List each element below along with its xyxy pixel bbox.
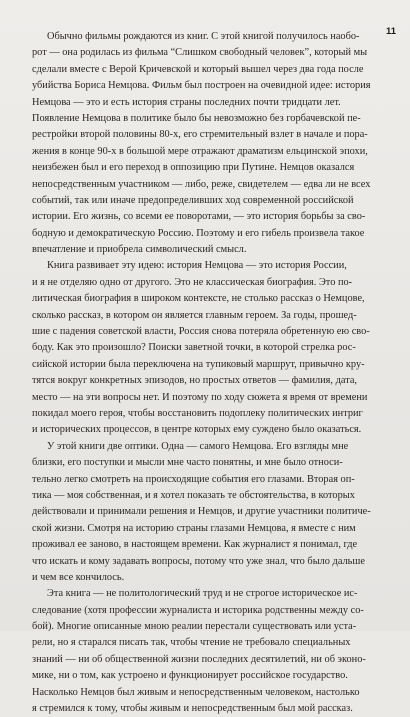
text-line: бодную и демократическую Россию. Поэтому и его гибель произвела такое xyxy=(32,227,365,239)
paragraph xyxy=(32,258,374,438)
text-line: впечатление и приобрела символический смысл. xyxy=(32,244,247,256)
text-line: Появление Немцова в политике было бы невозможно без горбачевской пе- xyxy=(32,112,361,124)
text-line: непосредственным участником — либо, реже, свидетелем — едва ли не всех xyxy=(32,178,371,190)
text-line: рот — она родилась из фильма “Слишком свободный человек”, который мы xyxy=(32,47,368,59)
paragraph xyxy=(32,586,374,717)
text-line: бой). Многие описанные мною реалии перестали существовать или уста- xyxy=(32,621,357,633)
text-line: близки, его поступки и мысли мне часто понятны, и мне было относи- xyxy=(32,457,343,469)
text-line: Обычно фильмы рождаются из книг. С этой книгой получилось наобо- xyxy=(47,31,360,42)
text-line: Книга развивает эту идею: история Немцова — это история России, xyxy=(47,260,347,272)
text-line: место — на эти вопросы нет. И поэтому по ходу сюжета я время от времени xyxy=(32,391,368,403)
text-line: У этой книги две оптики. Одна — самого Немцова. Его взгляды мне xyxy=(47,440,349,452)
page-number: 11 xyxy=(385,26,396,37)
text-line: жения в конце 90-х в большой мере отражают драматизм ельцинской эпохи, xyxy=(32,145,368,157)
text-line: я стремился к тому, чтобы живым и непосредственным был мой рассказ. xyxy=(32,703,353,715)
text-line: мике, ни о том, как устроено и функционирует российское государство. xyxy=(32,670,348,682)
text-line: и исторических процессов, в центре которых ему суждено было оказаться. xyxy=(32,424,362,436)
text-line: Насколько Немцов был живым и непосредственным человеком, настолько xyxy=(32,686,360,698)
body-text xyxy=(32,29,374,717)
text-line: Немцова — это и есть история страны последних почти тридцати лет. xyxy=(32,96,341,108)
text-line: тятся вокруг конкретных эпизодов, но простых ответов — фамилия, дата, xyxy=(32,375,358,387)
text-line: убийства Бориса Немцова. Фильм был построен на очевидной идее: история xyxy=(32,80,371,92)
text-line: покидал моего героя, чтобы восстановить подоплеку политических интриг xyxy=(32,407,363,419)
text-line: и чем все кончилось. xyxy=(32,571,125,583)
text-line: сделали вместе с Верой Кричевской и который вышел через два года после xyxy=(32,63,364,75)
text-line: следование (хотя профессии журналиста и историка родственны между со- xyxy=(32,604,364,616)
paragraph xyxy=(32,439,374,587)
text-line: истории. Его жизнь, со всеми ее поворотами, — это история борьбы за сво- xyxy=(32,211,366,223)
paragraph xyxy=(32,29,374,258)
text-line: неизбежен был и его переход в оппозицию при Путине. Немцов оказался xyxy=(32,162,355,174)
text-line: сколько рассказ, в котором он является главным героем. За годы, прошед- xyxy=(32,309,357,321)
text-line: рели, но я старался писать так, чтобы чтение не требовало специальных xyxy=(32,637,351,649)
text-line: действовали и принимали решения и Немцов, и другие участники политиче- xyxy=(32,506,371,518)
text-line: знаний — ни об общественной жизни последних десятилетий, ни об эконо- xyxy=(32,653,366,665)
text-line: рестройки второй половины 80-х, его стремительный взлет в начале и пора- xyxy=(32,129,368,141)
text-line: проживал ее заново, в настоящем времени. Как журналист я понимал, где xyxy=(32,539,358,551)
text-line: тельно легко смотреть на происходящие события его глазами. Вторая оп- xyxy=(32,473,355,485)
text-line: тика — моя собственная, и я хотел показать те обстоятельства, в которых xyxy=(32,489,355,501)
text-line: что искать и кому задавать вопросы, потому что уже знал, что было дальше xyxy=(32,555,365,567)
text-line: литическая биография в широком контексте, не столько рассказ о Немцове, xyxy=(32,293,365,305)
text-line: и я не отделяю одно от другого. Это не классическая биография. Это по- xyxy=(32,276,353,288)
text-line: боду. Как это произошло? Поиски заветной точки, в которой стрелка рос- xyxy=(32,342,356,354)
text-line: событий, так или иначе предопределивших ход современной российской xyxy=(32,194,354,206)
text-line: шие с падения советской власти, Россия снова потеряла обретенную ею сво- xyxy=(32,326,370,338)
text-line: ской жизни. Смотря на историю страны глазами Немцова, я вместе с ним xyxy=(32,522,356,534)
text-line: Эта книга — не политологический труд и не строгое историческое ис- xyxy=(47,588,358,600)
text-line: сийской истории была переключена на тупиковый маршрут, привычно кру- xyxy=(32,358,365,370)
